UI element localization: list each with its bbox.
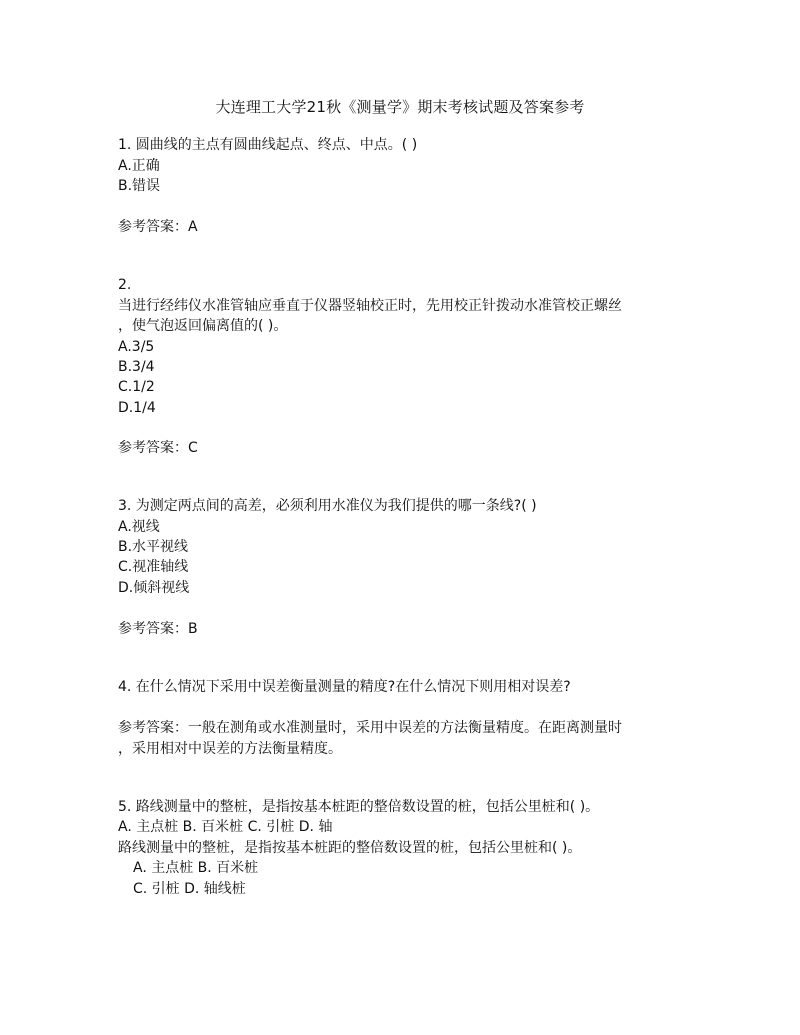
question-3-option-c: C.视准轴线 — [118, 559, 189, 575]
question-5-options: A. 主点桩 B. 百米桩 C. 引桩 D. 轴 — [118, 819, 333, 835]
question-3-option-a: A.视线 — [118, 519, 160, 535]
question-1-option-b: B.错误 — [118, 178, 161, 194]
question-3-stem: 3. 为测定两点间的高差，必须利用水准仪为我们提供的哪一条线?( ) — [118, 498, 537, 514]
question-1-stem: 1. 圆曲线的主点有圆曲线起点、终点、中点。( ) — [118, 137, 418, 153]
question-2-stem-line-1: 当进行经纬仪水准管轴应垂直于仪器竖轴校正时，先用校正针拨动水准管校正螺丝 — [118, 298, 622, 314]
question-4-stem: 4. 在什么情况下采用中误差衡量测量的精度?在什么情况下则用相对误差? — [118, 679, 571, 695]
question-2-number: 2. — [118, 277, 132, 293]
question-1-option-a: A.正确 — [118, 158, 160, 174]
question-5-stem: 5. 路线测量中的整桩，是指按基本桩距的整倍数设置的桩，包括公里桩和( )。 — [118, 799, 600, 815]
question-2-option-b: B.3/4 — [118, 359, 155, 375]
question-2-option-a: A.3/5 — [118, 339, 155, 355]
question-3-answer: 参考答案：B — [118, 621, 198, 637]
question-3-option-d: D.倾斜视线 — [118, 580, 190, 596]
question-1-answer: 参考答案：A — [118, 219, 198, 235]
question-2-stem-line-2: ，使气泡返回偏离值的( )。 — [118, 318, 288, 334]
question-4-answer-line-1: 参考答案：一般在测角或水准测量时，采用中误差的方法衡量精度。在距离测量时 — [118, 720, 622, 736]
document-title: 大连理工大学21秋《测量学》期末考核试题及答案参考 — [215, 98, 585, 116]
question-5-repeat-options-line-2: C. 引桩 D. 轴线桩 — [133, 881, 246, 897]
question-2-option-c: C.1/2 — [118, 379, 155, 395]
question-5-repeat-stem: 路线测量中的整桩，是指按基本桩距的整倍数设置的桩，包括公里桩和( )。 — [118, 840, 582, 856]
question-5-repeat-options-line-1: A. 主点桩 B. 百米桩 — [133, 860, 259, 876]
question-3-option-b: B.水平视线 — [118, 539, 189, 555]
question-4-answer-line-2: ，采用相对中误差的方法衡量精度。 — [118, 741, 342, 757]
question-2-answer: 参考答案：C — [118, 440, 198, 456]
question-2-option-d: D.1/4 — [118, 400, 156, 416]
